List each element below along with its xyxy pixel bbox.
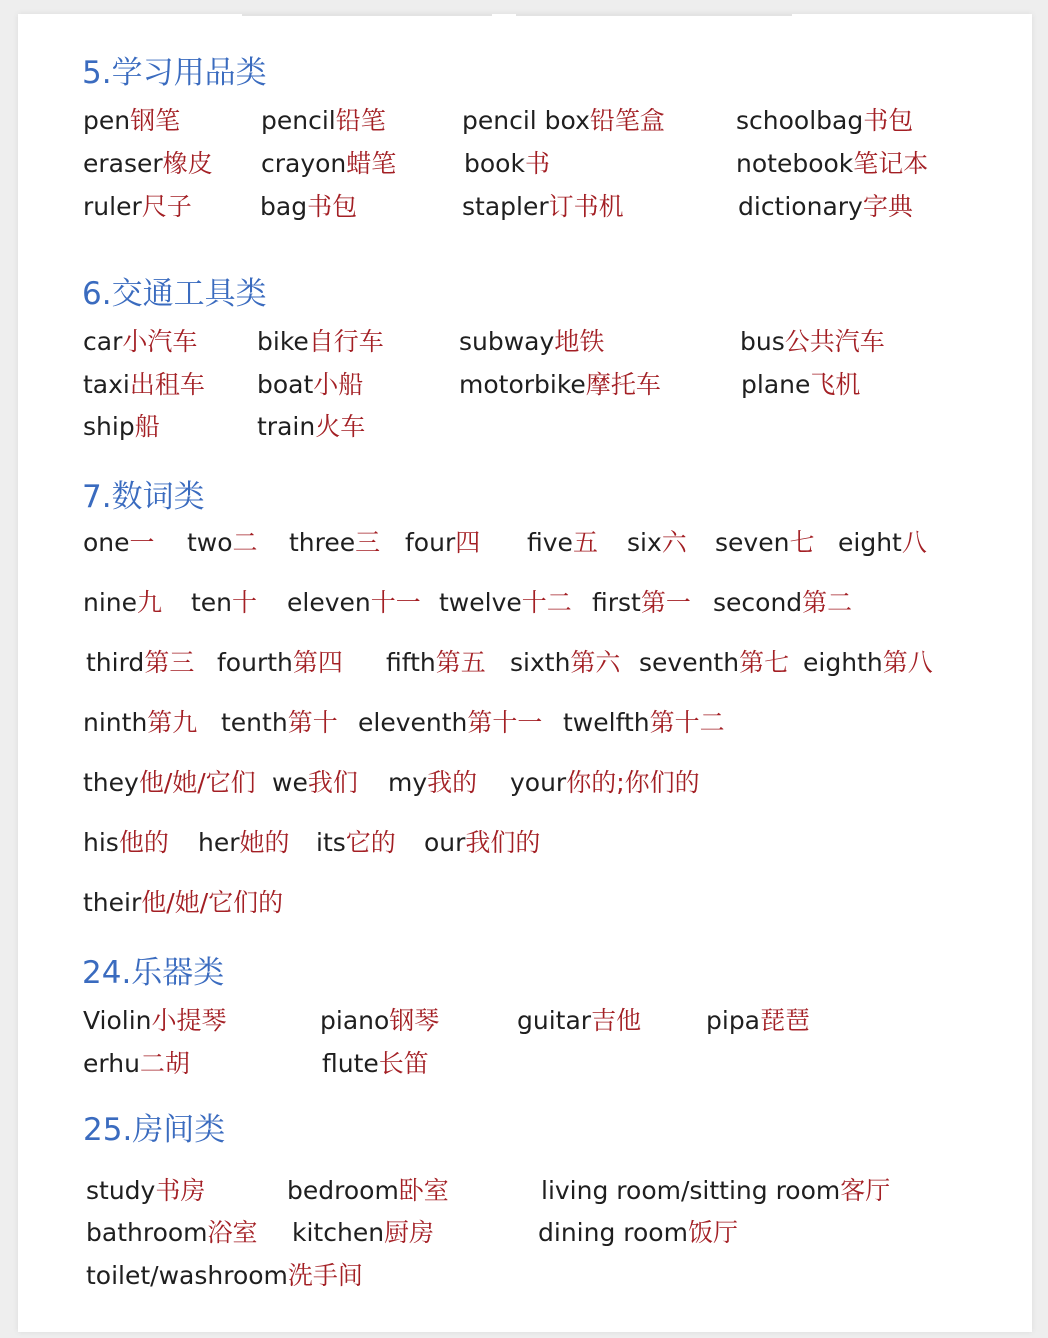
- vocab-item: [83, 1008, 227, 1033]
- chinese-meaning: 三: [355, 528, 381, 557]
- vocab-item: [83, 151, 213, 176]
- english-word: seventh: [639, 648, 740, 677]
- vocab-item: [86, 650, 194, 675]
- vocab-item: [198, 830, 290, 855]
- english-word: her: [198, 828, 240, 857]
- vocab-item: [464, 151, 550, 176]
- vocab-item: [83, 1051, 190, 1076]
- vocab-item: [83, 329, 197, 354]
- vocab-item: [261, 151, 396, 176]
- vocab-item: [439, 590, 572, 615]
- chinese-meaning: 二胡: [139, 1049, 190, 1078]
- chinese-meaning: 自行车: [308, 327, 384, 356]
- chinese-meaning: 十: [232, 588, 258, 617]
- english-word: one: [83, 528, 130, 557]
- english-word: study: [86, 1176, 156, 1205]
- english-word: pipa: [706, 1006, 761, 1035]
- chinese-meaning: 他/她/它们的: [141, 888, 284, 917]
- english-word: bedroom: [287, 1176, 399, 1205]
- english-word: eleven: [287, 588, 371, 617]
- english-word: their: [83, 888, 142, 917]
- chinese-meaning: 第四: [292, 648, 343, 677]
- chinese-meaning: 小提琴: [151, 1006, 227, 1035]
- vocab-item: [527, 530, 598, 555]
- chinese-meaning: 书包: [307, 192, 358, 221]
- vocab-item: [287, 590, 421, 615]
- english-word: six: [627, 528, 662, 557]
- vocab-item: [459, 372, 661, 397]
- vocab-item: [713, 590, 852, 615]
- vocab-item: [257, 329, 384, 354]
- vocab-item: [287, 1178, 449, 1203]
- chinese-meaning: 第六: [570, 648, 621, 677]
- english-word: plane: [741, 370, 811, 399]
- english-word: erhu: [83, 1049, 140, 1078]
- chinese-meaning: 飞机: [810, 370, 861, 399]
- vocab-item: [358, 710, 542, 735]
- chinese-meaning: 钢笔: [130, 106, 181, 135]
- chinese-meaning: 第五: [435, 648, 486, 677]
- chinese-meaning: 第十二: [649, 708, 725, 737]
- chinese-meaning: 客厅: [840, 1176, 891, 1205]
- english-word: its: [316, 828, 346, 857]
- chinese-meaning: 七: [789, 528, 815, 557]
- english-word: seven: [715, 528, 790, 557]
- chinese-meaning: 出租车: [129, 370, 205, 399]
- vocab-item: [86, 1178, 205, 1203]
- vocab-item: [292, 1220, 434, 1245]
- vocab-item: [424, 830, 540, 855]
- chinese-meaning: 第十一: [467, 708, 543, 737]
- english-word: car: [83, 327, 123, 356]
- vocab-item: [187, 530, 258, 555]
- chinese-meaning: 浴室: [207, 1218, 258, 1247]
- english-word: twelfth: [563, 708, 650, 737]
- chinese-meaning: 洗手间: [287, 1261, 363, 1290]
- vocab-item: [217, 650, 343, 675]
- chinese-meaning: 五: [572, 528, 598, 557]
- english-word: nine: [83, 588, 138, 617]
- chinese-meaning: 它的: [345, 828, 396, 857]
- vocab-item: [517, 1008, 641, 1033]
- chinese-meaning: 四: [455, 528, 481, 557]
- top-divider-right: [516, 14, 792, 16]
- top-divider-left: [242, 14, 492, 16]
- english-word: schoolbag: [736, 106, 864, 135]
- section-heading: 6.交通工具类: [82, 276, 267, 312]
- english-word: guitar: [517, 1006, 592, 1035]
- english-word: five: [527, 528, 573, 557]
- chinese-meaning: 书包: [863, 106, 914, 135]
- vocab-item: [83, 830, 169, 855]
- vocab-item: [738, 194, 913, 219]
- chinese-meaning: 蜡笔: [346, 149, 397, 178]
- chinese-meaning: 铅笔: [335, 106, 386, 135]
- vocab-item: [736, 151, 928, 176]
- vocab-item: [740, 329, 885, 354]
- chinese-meaning: 她的: [239, 828, 290, 857]
- vocab-item: [257, 372, 363, 397]
- english-word: book: [464, 149, 525, 178]
- english-word: ruler: [83, 192, 142, 221]
- english-word: two: [187, 528, 233, 557]
- vocab-item: [322, 1051, 429, 1076]
- english-word: eighth: [803, 648, 883, 677]
- vocab-item: [510, 650, 620, 675]
- english-word: toilet/washroom: [86, 1261, 288, 1290]
- english-word: bus: [740, 327, 785, 356]
- vocab-item: [260, 194, 357, 219]
- vocab-item: [388, 770, 477, 795]
- english-word: third: [86, 648, 145, 677]
- vocab-item: [83, 108, 180, 133]
- vocab-item: [627, 530, 687, 555]
- english-word: eleventh: [358, 708, 468, 737]
- chinese-meaning: 六: [661, 528, 687, 557]
- vocab-item: [838, 530, 927, 555]
- english-word: four: [405, 528, 456, 557]
- english-word: sixth: [510, 648, 571, 677]
- chinese-meaning: 摩托车: [585, 370, 661, 399]
- vocab-item: [86, 1263, 363, 1288]
- english-word: our: [424, 828, 466, 857]
- english-word: second: [713, 588, 803, 617]
- chinese-meaning: 小汽车: [122, 327, 198, 356]
- vocab-item: [386, 650, 486, 675]
- english-word: we: [272, 768, 308, 797]
- english-word: stapler: [462, 192, 549, 221]
- chinese-meaning: 字典: [862, 192, 913, 221]
- chinese-meaning: 第九: [147, 708, 198, 737]
- english-word: kitchen: [292, 1218, 385, 1247]
- vocab-item: [563, 710, 725, 735]
- english-word: bag: [260, 192, 308, 221]
- english-word: ship: [83, 412, 135, 441]
- english-word: your: [510, 768, 567, 797]
- vocab-item: [289, 530, 380, 555]
- section-heading: 25.房间类: [83, 1112, 226, 1148]
- english-word: twelve: [439, 588, 522, 617]
- chinese-meaning: 公共汽车: [784, 327, 885, 356]
- vocab-item: [592, 590, 691, 615]
- chinese-meaning: 钢琴: [389, 1006, 440, 1035]
- english-word: flute: [322, 1049, 379, 1078]
- vocab-item: [83, 372, 205, 397]
- vocab-item: [83, 590, 162, 615]
- vocab-item: [538, 1220, 738, 1245]
- section-heading: 7.数词类: [82, 479, 205, 515]
- vocab-item: [83, 710, 197, 735]
- chinese-meaning: 第三: [144, 648, 195, 677]
- chinese-meaning: 二: [232, 528, 258, 557]
- english-word: they: [83, 768, 139, 797]
- chinese-meaning: 十一: [370, 588, 421, 617]
- vocab-item: [257, 414, 365, 439]
- chinese-meaning: 第十: [287, 708, 338, 737]
- chinese-meaning: 尺子: [141, 192, 192, 221]
- vocab-item: [320, 1008, 439, 1033]
- chinese-meaning: 琵琶: [760, 1006, 811, 1035]
- vocab-item: [83, 530, 155, 555]
- english-word: crayon: [261, 149, 347, 178]
- vocab-item: [459, 329, 604, 354]
- vocab-item: [462, 108, 665, 133]
- english-word: Violin: [83, 1006, 152, 1035]
- chinese-meaning: 吉他: [591, 1006, 642, 1035]
- vocab-item: [83, 414, 160, 439]
- english-word: first: [592, 588, 641, 617]
- chinese-meaning: 橡皮: [162, 149, 213, 178]
- vocab-item: [272, 770, 358, 795]
- english-word: dictionary: [738, 192, 863, 221]
- english-word: dining room: [538, 1218, 688, 1247]
- chinese-meaning: 九: [137, 588, 163, 617]
- vocab-item: [83, 194, 192, 219]
- chinese-meaning: 长笛: [378, 1049, 429, 1078]
- english-word: notebook: [736, 149, 854, 178]
- chinese-meaning: 小船: [313, 370, 364, 399]
- chinese-meaning: 书房: [155, 1176, 206, 1205]
- english-word: three: [289, 528, 356, 557]
- english-word: eraser: [83, 149, 163, 178]
- english-word: ninth: [83, 708, 148, 737]
- english-word: his: [83, 828, 119, 857]
- english-word: fourth: [217, 648, 293, 677]
- english-word: pencil: [261, 106, 336, 135]
- chinese-meaning: 第二: [802, 588, 853, 617]
- chinese-meaning: 第七: [739, 648, 790, 677]
- chinese-meaning: 厨房: [384, 1218, 435, 1247]
- chinese-meaning: 地铁: [554, 327, 605, 356]
- chinese-meaning: 我们的: [465, 828, 541, 857]
- vocab-item: [541, 1178, 890, 1203]
- vocab-item: [83, 770, 256, 795]
- chinese-meaning: 订书机: [548, 192, 624, 221]
- english-word: my: [388, 768, 428, 797]
- chinese-meaning: 八: [901, 528, 927, 557]
- english-word: bathroom: [86, 1218, 208, 1247]
- english-word: bike: [257, 327, 309, 356]
- vocab-item: [405, 530, 480, 555]
- vocab-item: [316, 830, 396, 855]
- chinese-meaning: 铅笔盒: [589, 106, 665, 135]
- chinese-meaning: 第一: [640, 588, 691, 617]
- english-word: pen: [83, 106, 131, 135]
- chinese-meaning: 第八: [882, 648, 933, 677]
- vocab-item: [261, 108, 386, 133]
- english-word: boat: [257, 370, 314, 399]
- chinese-meaning: 我们: [307, 768, 358, 797]
- section-heading: 5.学习用品类: [82, 55, 267, 91]
- english-word: pencil box: [462, 106, 590, 135]
- chinese-meaning: 火车: [315, 412, 366, 441]
- chinese-meaning: 我的: [427, 768, 478, 797]
- chinese-meaning: 饭厅: [687, 1218, 738, 1247]
- vocab-item: [639, 650, 789, 675]
- english-word: subway: [459, 327, 555, 356]
- chinese-meaning: 船: [134, 412, 160, 441]
- vocab-item: [83, 890, 283, 915]
- vocab-item: [510, 770, 700, 795]
- english-word: train: [257, 412, 316, 441]
- english-word: taxi: [83, 370, 130, 399]
- vocab-item: [741, 372, 860, 397]
- chinese-meaning: 笔记本: [853, 149, 929, 178]
- chinese-meaning: 卧室: [398, 1176, 449, 1205]
- vocab-item: [736, 108, 913, 133]
- chinese-meaning: 书: [524, 149, 550, 178]
- english-word: tenth: [221, 708, 288, 737]
- chinese-meaning: 你的;你们的: [566, 768, 700, 797]
- section-heading: 24.乐器类: [82, 955, 225, 991]
- vocab-item: [191, 590, 257, 615]
- vocab-item: [715, 530, 814, 555]
- english-word: piano: [320, 1006, 390, 1035]
- english-word: motorbike: [459, 370, 586, 399]
- chinese-meaning: 他/她/它们: [138, 768, 256, 797]
- vocab-item: [706, 1008, 810, 1033]
- chinese-meaning: 十二: [521, 588, 572, 617]
- chinese-meaning: 他的: [118, 828, 169, 857]
- vocab-item: [462, 194, 624, 219]
- vocab-item: [803, 650, 933, 675]
- english-word: living room/sitting room: [541, 1176, 841, 1205]
- english-word: eight: [838, 528, 902, 557]
- vocab-item: [221, 710, 338, 735]
- vocab-item: [86, 1220, 258, 1245]
- english-word: fifth: [386, 648, 436, 677]
- english-word: ten: [191, 588, 233, 617]
- chinese-meaning: 一: [129, 528, 155, 557]
